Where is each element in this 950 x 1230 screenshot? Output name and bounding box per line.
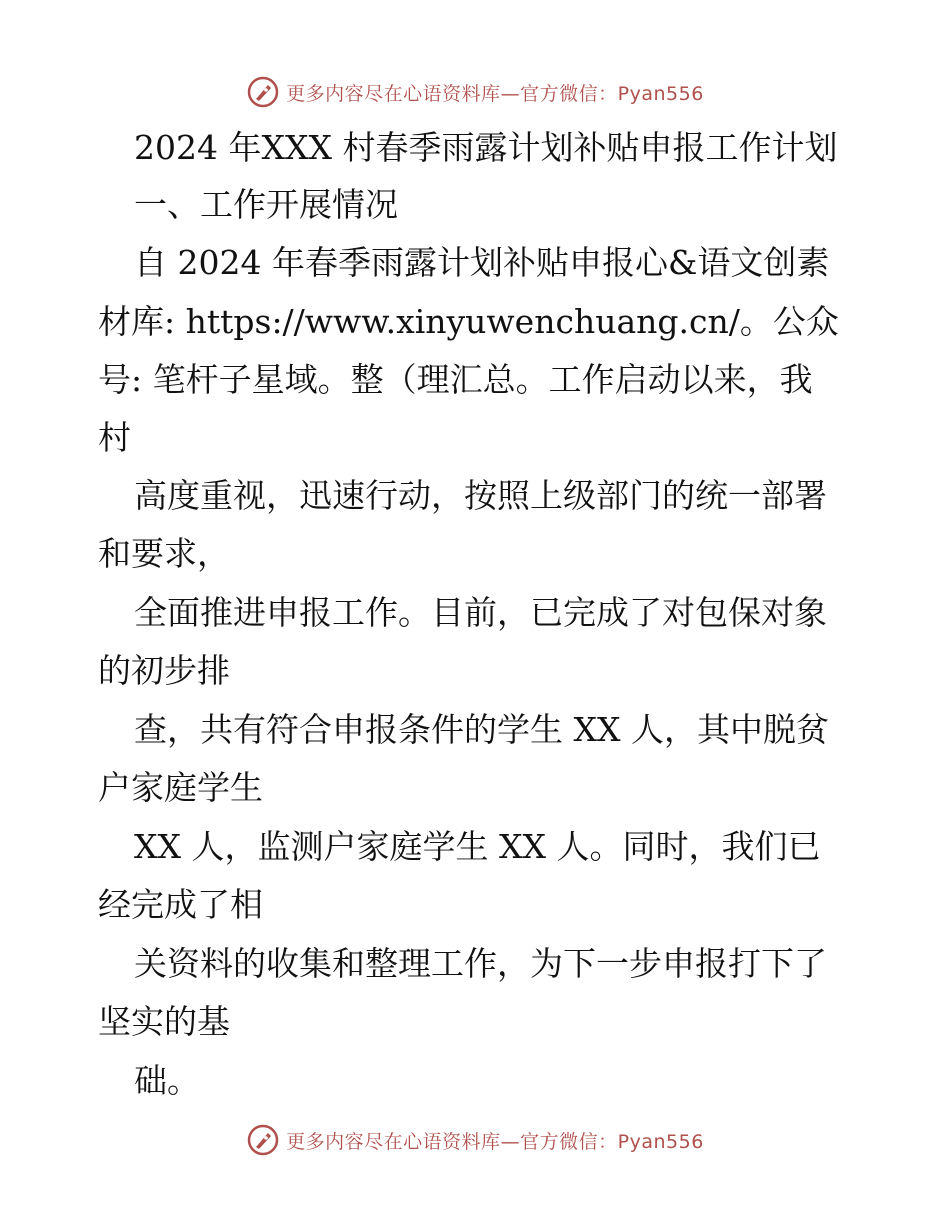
footer-watermark [0,1118,950,1162]
document-title: 2024 年XXX 村春季雨露计划补贴申报工作计划 [134,128,838,167]
paragraph-line: 关资料的收集和整理工作，为下一步申报打下了 [134,944,827,983]
paragraph-line: 材库: https://www.xinyuwenchuang.cn/。公众 [98,302,839,341]
paragraph-line: 号: 笔杆子星域。整（理汇总。工作启动以来，我 [98,360,813,399]
paragraph-line: 全面推进申报工作。目前，已完成了对包保对象 [134,593,827,632]
paragraph-line: 的初步排 [98,651,230,690]
paragraph-line: 经完成了相 [98,885,263,924]
watermark-text: 更多内容尽在心语资料库—官方微信：Pyan556 [286,1130,704,1153]
paragraph-line: 高度重视，迅速行动，按照上级部门的统一部署 [134,476,827,515]
header-watermark [0,70,950,114]
pen-nib-logo-icon [246,75,280,109]
paragraph-line: 础。 [134,1061,200,1100]
paragraph-line: 村 [98,418,131,457]
section-heading: 一、工作开展情况 [134,185,398,224]
paragraph-line: 和要求， [98,534,230,573]
paragraph-line: 查，共有符合申报条件的学生 XX 人，其中脱贫 [134,710,829,749]
pen-nib-logo-icon [246,1123,280,1157]
paragraph-line: XX 人，监测户家庭学生 XX 人。同时，我们已 [134,827,821,866]
paragraph-line: 自 2024 年春季雨露计划补贴申报心&语文创素 [134,243,830,282]
watermark-text: 更多内容尽在心语资料库—官方微信：Pyan556 [286,82,704,105]
paragraph-line: 坚实的基 [98,1002,230,1041]
paragraph-line: 户家庭学生 [98,768,263,807]
